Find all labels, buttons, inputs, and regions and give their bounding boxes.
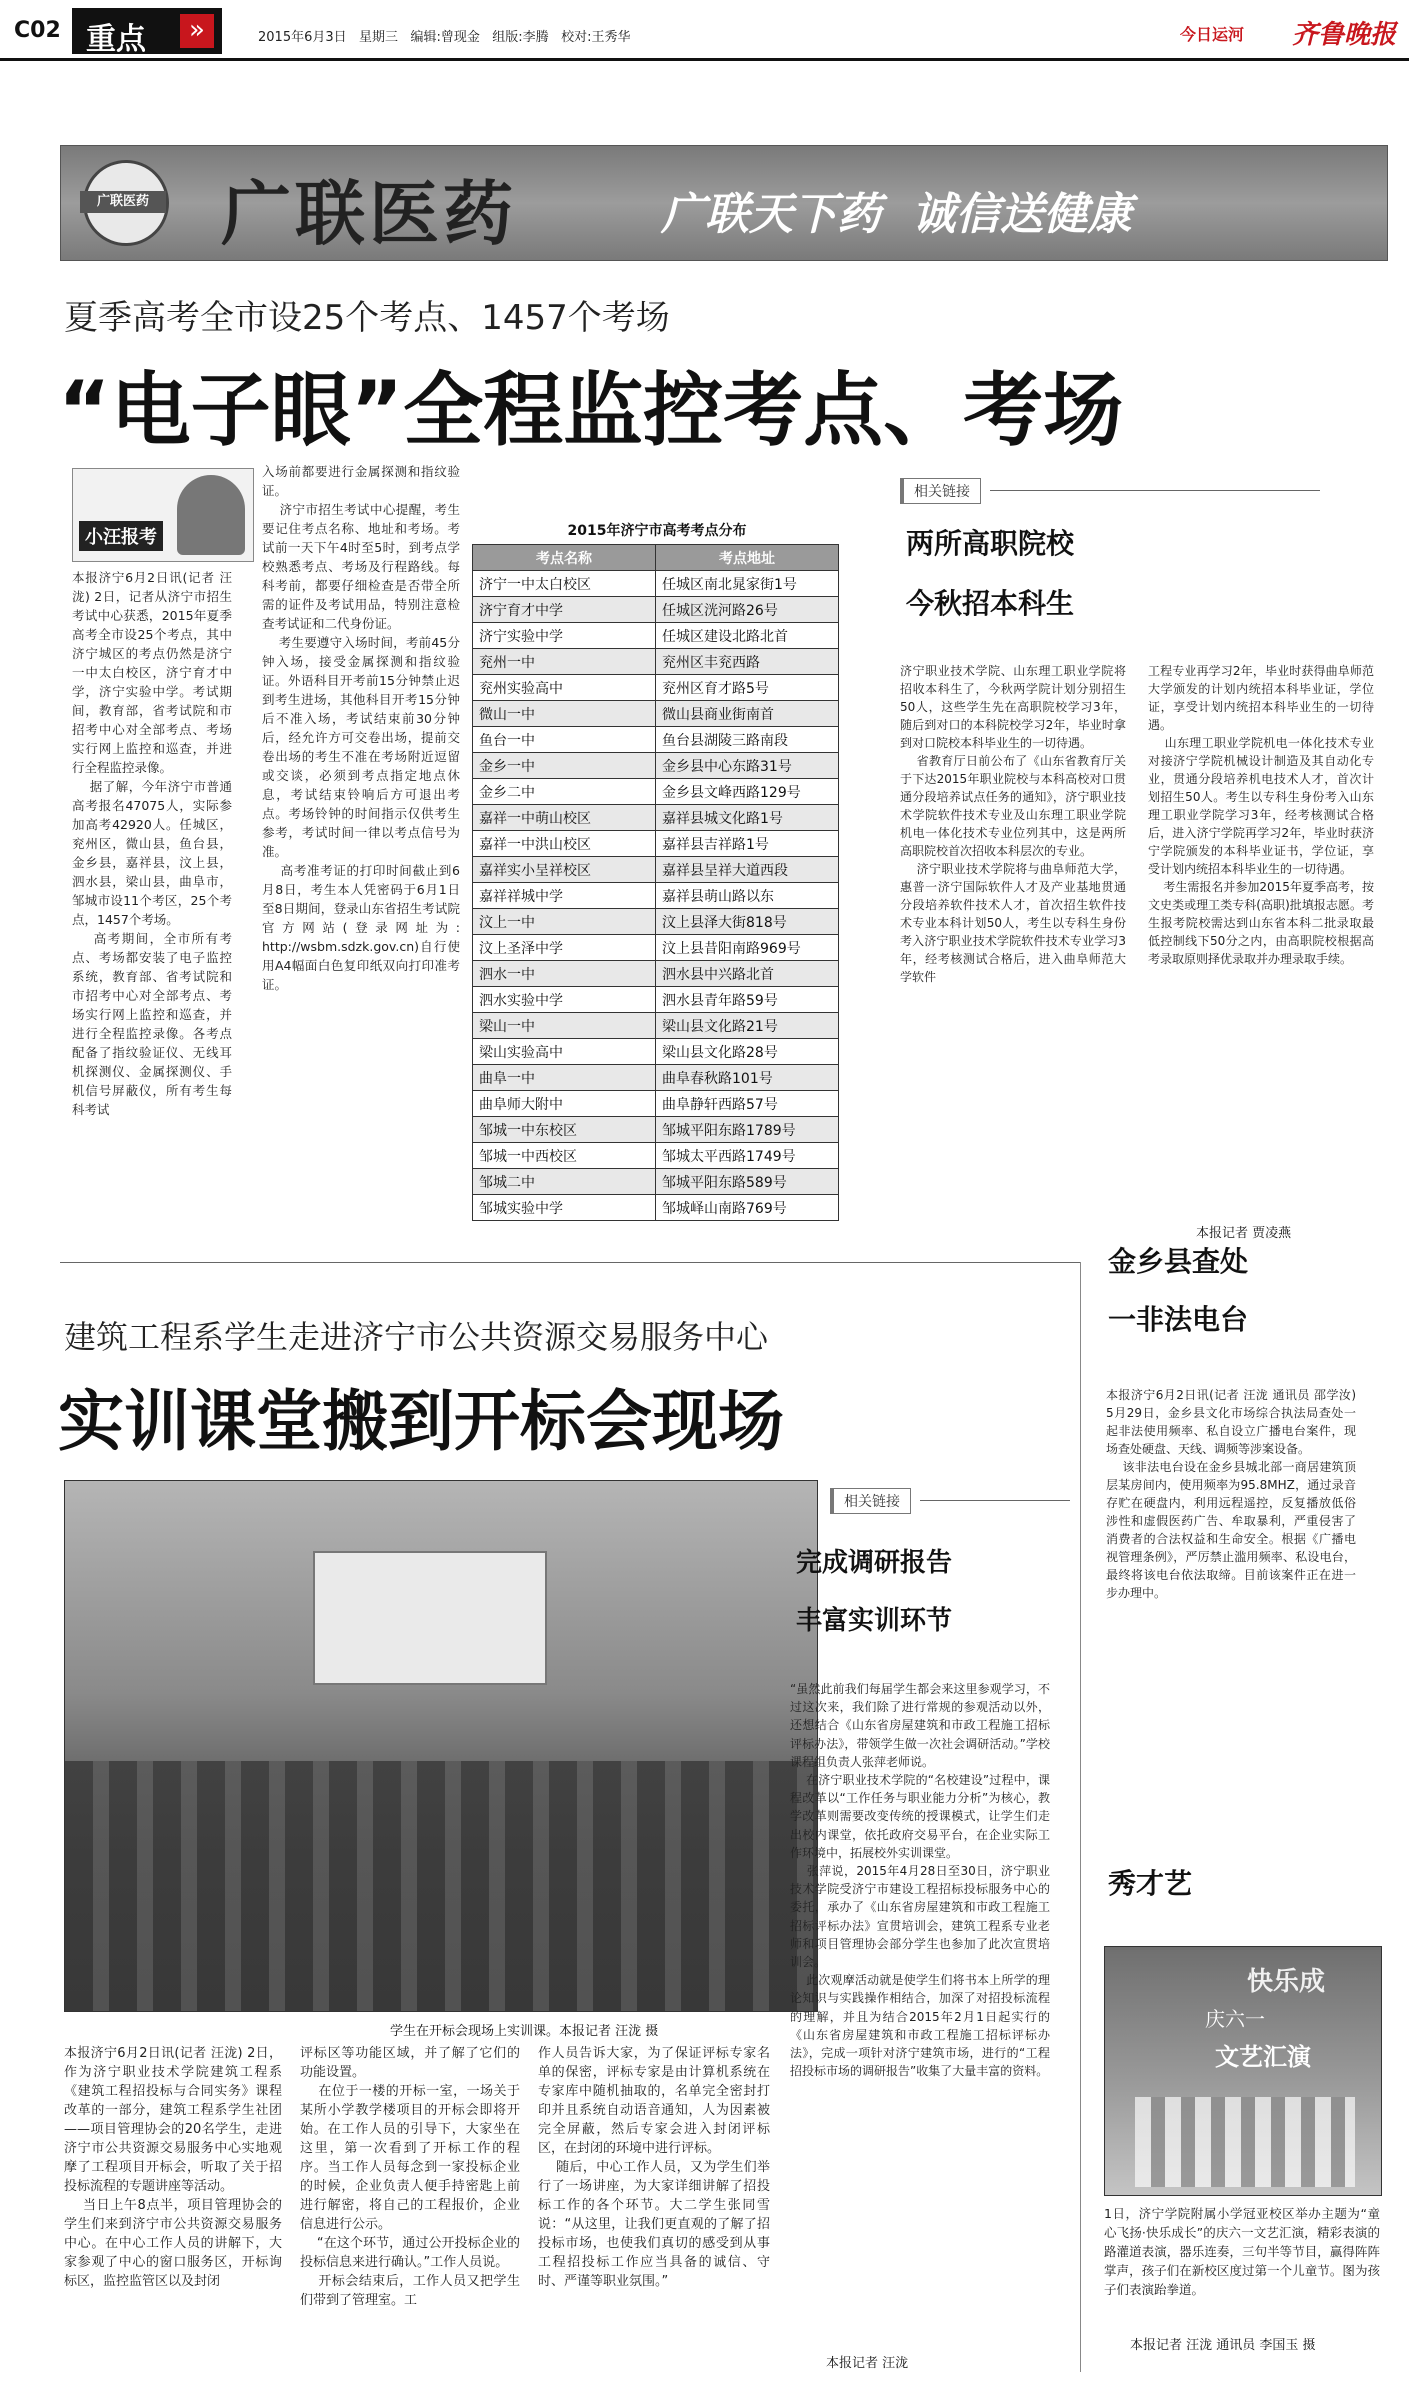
column-tag <box>72 468 254 562</box>
section-title: 重点 <box>86 22 146 57</box>
exam-site-name: 金乡一中 <box>473 753 656 779</box>
exam-site-address: 泗水县青年路59号 <box>656 987 839 1013</box>
performers <box>1135 2097 1355 2187</box>
table-row <box>473 961 839 987</box>
paper-name: 齐鲁晚报 <box>1292 20 1397 50</box>
table-row <box>473 857 839 883</box>
table-row <box>473 701 839 727</box>
article1-subtitle: 夏季高考全市设25个考点、1457个考场 <box>64 298 670 338</box>
exam-site-name: 济宁一中太白校区 <box>473 571 656 597</box>
page-number: C02 <box>14 18 61 43</box>
exam-site-name: 嘉祥一中萌山校区 <box>473 805 656 831</box>
ad-logo-text: 广联医药 <box>80 191 166 213</box>
side3-kicker: 相关链接 <box>830 1488 911 1514</box>
exam-site-address: 兖州区育才路5号 <box>656 675 839 701</box>
table-row <box>473 805 839 831</box>
photo-text-2: 庆六一 <box>1205 2007 1265 2031</box>
side1-byline: 本报记者 贾凌燕 <box>1196 1226 1292 1241</box>
exam-site-address: 曲阜春秋路101号 <box>656 1065 839 1091</box>
article2-subtitle: 建筑工程系学生走进济宁市公共资源交易服务中心 <box>64 1318 769 1356</box>
exam-site-name: 泗水一中 <box>473 961 656 987</box>
exam-site-address: 梁山县文化路21号 <box>656 1013 839 1039</box>
article1-col1: 本报济宁6月2日讯(记者 汪泷) 2日，记者从济宁市招生考试中心获悉，2015年夏季高考全市设25个考点，其中济宁城区的考点仍然是济宁一中太白校区，济宁育才中学，济宁实验中学。考试期间，教育部，省考试院和市招考中心对全部考点、考场实行网上监控和巡查，并进行全程监控录像。 据了解，今年济宁市普通高考报名47075人，实际参加高考42920人。任城区，兖州区，微山县，鱼台县，金乡县，嘉祥县，汶上县，泗水县，梁山县，曲阜市，邹城市设11个考区，25个考点，1457个考场。 高考期间，全市所有考点、考场都安装了电子监控系统，教育部、省考试院和市招考中心对全部考点、考场实行网上监控和巡查，并进行全程监控录像。各考点配备了指纹验证仪、无线耳机探测仪、金属探测仪、手机信号屏蔽仪，所有考生每科考试 <box>72 570 232 1117</box>
side1-rule <box>990 490 1320 491</box>
column-tag-label: 小汪报考 <box>79 521 163 551</box>
table-row <box>473 727 839 753</box>
table-row <box>473 649 839 675</box>
side1-col1: 济宁职业技术学院、山东理工职业学院将招收本科生了，今秋两学院计划分别招生50人，这些学生先在高职院校学习3年，随后到对口的本科院校学习2年，毕业时拿到对口院校本科毕业生的一切待遇。 省教育厅日前公布了《山东省教育厅关于下达2015年职业院校与本科高校对口贯通分段培养试点任务的通知》，济宁职业技术学院软件技术专业及山东理工职业学院机电一体化技术专业位列其中，这是两所高职院校首次招收本科层次的专业。 济宁职业技术学院将与曲阜师范大学，惠普一济宁国际软件人才及产业基地贯通分段培养软件技术人才，首次招生软件技术专业本科计划50人，考生以专科生身份考入济宁职业技术学院软件技术专业学习3年，经考核测试合格后，进入曲阜师范大学软件 <box>900 664 1126 984</box>
header-rule <box>0 58 1409 61</box>
exam-site-address: 嘉祥县吉祥路1号 <box>656 831 839 857</box>
exam-site-address: 微山县商业街南首 <box>656 701 839 727</box>
table <box>472 544 839 1221</box>
side3-headline1: 完成调研报告 <box>796 1548 953 1578</box>
edition-name: 今日运河 <box>1180 25 1245 44</box>
ad-slogan: 广联天下药 诚信送健康 <box>661 189 1132 240</box>
exam-site-name: 汶上一中 <box>473 909 656 935</box>
table-row <box>473 597 839 623</box>
side4-byline: 本报记者 汪泷 通讯员 李国玉 摄 <box>1130 2338 1316 2353</box>
exam-site-name: 济宁育才中学 <box>473 597 656 623</box>
side4-body: 1日，济宁学院附属小学冠亚校区举办主题为“童心飞扬·快乐成长”的庆六一文艺汇演，精彩表演的路灌道表演，器乐连奏，三句半等节目，赢得阵阵掌声，孩子们在新校区度过第一个儿童节。图为孩子们表演跆拳道。 <box>1104 2206 1380 2297</box>
exam-site-name: 微山一中 <box>473 701 656 727</box>
side3-headline2: 丰富实训环节 <box>796 1606 953 1636</box>
exam-site-address: 汶上县泽大街818号 <box>656 909 839 935</box>
issue-designer: 组版:李腾 <box>492 30 549 45</box>
exam-site-address: 鱼台县湖陵三路南段 <box>656 727 839 753</box>
exam-site-name: 兖州实验高中 <box>473 675 656 701</box>
ad-logo <box>83 160 169 246</box>
exam-site-name: 邹城一中东校区 <box>473 1117 656 1143</box>
exam-site-address: 金乡县文峰西路129号 <box>656 779 839 805</box>
issue-editor: 编辑:曾现金 <box>410 30 480 45</box>
reporter-avatar <box>177 475 245 555</box>
issue-proofreader: 校对:王秀华 <box>561 30 631 45</box>
exam-site-name: 汶上圣泽中学 <box>473 935 656 961</box>
side3-body: “虽然此前我们每届学生都会来这里参观学习，不过这次来，我们除了进行常规的参观活动以外，还想结合《山东省房屋建筑和市政工程施工招标评标办法》，带领学生做一次社会调研活动。”学校课程组负责人张萍老师说。 在济宁职业技术学院的“名校建设”过程中，课程改革以“工作任务与职业能力分析”为核心，教学改革则需要改变传统的授课模式，让学生们走出校内课堂，依托政府交易平台，在企业实际工作环境中，拓展校外实训课堂。 张萍说，2015年4月28日至30日，济宁职业技术学院受济宁市建设工程招标投标服务中心的委托，承办了《山东省房屋建筑和市政工程施工招标评标办法》宣贯培训会，建筑工程系专业老师和项目管理协会部分学生也参加了此次宣贯培训会。 此次观摩活动就是使学生们将书本上所学的理论知识与实践操作相结合，加深了对招投标流程的理解，并且为结合2015年2月1日起实行的《山东省房屋建筑和市政工程施工招标评标办法》，完成一项针对济宁建筑市场，进行的“工程招投标市场的调研报告”收集了大量丰富的资料。 <box>790 1682 1051 2079</box>
table-row <box>473 1065 839 1091</box>
table-title: 2015年济宁市高考考点分布 <box>567 523 747 539</box>
photo-text-1: 快乐成 <box>1247 1967 1326 1997</box>
exam-site-address: 任城区建设北路北首 <box>656 623 839 649</box>
article2-photo <box>64 1480 818 2012</box>
exam-site-address: 汶上县昔阳南路969号 <box>656 935 839 961</box>
exam-site-name: 嘉祥一中洪山校区 <box>473 831 656 857</box>
side1-headline1: 两所高职院校 <box>906 527 1075 560</box>
exam-site-name: 梁山一中 <box>473 1013 656 1039</box>
article2-col2: 评标区等功能区域，并了解了它们的功能设置。 在位于一楼的开标一室，一场关于某所小学教学楼项目的开标会即将开始。在工作人员的引导下，大家坐在这里，第一次看到了开标工作的程序。当工作人员每念到一家投标企业的时候，企业负责人便手持密匙上前进行解密，将自己的工程报价，企业信息进行公示。 “在这个环节，通过公开投标企业的投标信息来进行确认。”工作人员说。 开标会结束后，工作人员又把学生们带到了管理室。工 <box>300 2046 520 2308</box>
exam-site-name: 兖州一中 <box>473 649 656 675</box>
table-row <box>473 1013 839 1039</box>
side3-byline: 本报记者 汪泷 <box>826 2356 909 2371</box>
stage-screen <box>313 1551 547 1685</box>
section-tag <box>72 8 222 57</box>
article2-col3: 作人员告诉大家，为了保证评标专家名单的保密，评标专家是由计算机系统在专家库中随机抽取的，名单完全密封打印并且系统自动语音通知，人为因素被完全屏蔽，然后专家会进入封闭评标区，在封闭的环境中进行评标。 随后，中心工作人员，又为学生们举行了一场讲座，为大家详细讲解了招投标工作的各个环节。大二学生张同雪说：“从这里，让我们更直观的了解了招投标市场，也使我们真切的感受到从事工程招投标工作应当具备的诚信、守时、严谨等职业氛围。” <box>538 2046 770 2289</box>
side2-body: 本报济宁6月2日讯(记者 汪泷 通讯员 邵学汝) 5月29日，金乡县文化市场综合执法局查处一起非法使用频率、私自设立广播电台案件，现场查处硬盘、天线、调频等涉案设备。 该非法电台设在金乡县城北部一商居建筑顶层某房间内，使用频率为95.8MHZ，通过录音存贮在硬盘内，利用远程遥控，反复播放低俗涉性和虚假医药广告、牟取暴利，严重侵害了消费者的合法权益和生命安全。根据《广播电视管理条例》，严厉禁止滥用频率、私设电台，最终将该电台依法取缔。目前该案件正在进一步办理中。 <box>1106 1388 1356 1600</box>
article2-title: 实训课堂搬到开标会现场 <box>58 1383 784 1460</box>
ad-brand: 广联医药 <box>221 173 517 255</box>
exam-site-address: 泗水县中兴路北首 <box>656 961 839 987</box>
article1-title: “电子眼”全程监控考点、考场 <box>58 364 1124 457</box>
audience <box>65 1761 817 2011</box>
table-row <box>473 831 839 857</box>
exam-site-name: 邹城实验中学 <box>473 1195 656 1221</box>
exam-site-name: 济宁实验中学 <box>473 623 656 649</box>
table-row <box>473 935 839 961</box>
side1-kicker: 相关链接 <box>900 478 981 504</box>
table-header-address: 考点地址 <box>656 545 839 571</box>
photo-text-3: 文艺汇演 <box>1215 2043 1311 2071</box>
exam-site-table <box>472 520 842 1221</box>
exam-site-name: 曲阜师大附中 <box>473 1091 656 1117</box>
exam-site-name: 嘉祥祥城中学 <box>473 883 656 909</box>
side4-headline: 秀才艺 <box>1108 1867 1193 1900</box>
exam-site-address: 金乡县中心东路31号 <box>656 753 839 779</box>
exam-site-address: 邹城平阳东路589号 <box>656 1169 839 1195</box>
exam-site-name: 嘉祥实小呈祥校区 <box>473 857 656 883</box>
exam-site-address: 任城区南北晁家街1号 <box>656 571 839 597</box>
exam-site-name: 金乡二中 <box>473 779 656 805</box>
article1-col2: 入场前都要进行金属探测和指纹验证。 济宁市招生考试中心提醒，考生要记住考点名称、地址和考场。考试前一天下午4时至5时，到考点学校熟悉考点、考场及行程路线。每科考前，都要仔细检查是否带全所需的证件及考试用品，特别注意检查考试证和二代身份证。 考生要遵守入场时间，考前45分钟入场，接受金属探测和指纹验证。外语科目开考前15分钟禁止迟到考生进场，其他科目开考15分钟后不准入场，考试结束前30分钟后，经允许方可交卷出场，提前交卷出场的考生不准在考场附近逗留或交谈，必须到考点指定地点休息，考试结束铃响后方可退出考点。考场铃钟的时间指示仅供考生参考，考试时间一律以考点信号为准。 高考准考证的打印时间截止到6月8日，考生本人凭密码于6月1日至8日期间，登录山东省招生考试院官方网站(登录网址为: http://wsbm.sdzk.gov.cn)自行使用A4幅面白色复印纸双向打印准考证。 <box>262 464 460 992</box>
table-row <box>473 1169 839 1195</box>
side1-headline2: 今秋招本科生 <box>906 587 1075 620</box>
table-row <box>473 623 839 649</box>
exam-site-name: 邹城一中西校区 <box>473 1143 656 1169</box>
photo-caption: 学生在开标会现场上实训课。本报记者 汪泷 摄 <box>390 2024 659 2039</box>
divider-2 <box>1080 1262 1081 2372</box>
side1-col2: 工程专业再学习2年，毕业时获得曲阜师范大学颁发的计划内统招本科毕业证，学位证，享受计划内统招本科毕业生的一切待遇。 山东理工职业学院机电一体化技术专业对接济宁学院机械设计制造及其自动化专业，贯通分段培养机电技术人才，首次计划招生50人。考生以专科生身份考入山东理工职业学院学习3年，经考核测试合格后，进入济宁学院再学习2年，毕业时获济宁学院颁发的本科毕业证书，学位证，享受计划内统招本科毕业生的一切待遇。 考生需报名并参加2015年夏季高考，按文史类或理工类专科(高职)批填报志愿。考生报考院校需达到山东省本科二批录取最低控制线下50分之内，由高职院校根据高考录取原则择优录取并办理录取手续。 <box>1148 664 1375 966</box>
table-row <box>473 883 839 909</box>
side2-headline1: 金乡县查处 <box>1108 1245 1249 1278</box>
exam-site-name: 梁山实验高中 <box>473 1039 656 1065</box>
divider-1 <box>60 1262 1080 1263</box>
exam-site-address: 兖州区丰兖西路 <box>656 649 839 675</box>
double-chevron-icon: » <box>180 14 214 48</box>
issue-info <box>258 26 630 45</box>
exam-site-address: 嘉祥县呈祥大道西段 <box>656 857 839 883</box>
table-row <box>473 571 839 597</box>
side2-headline2: 一非法电台 <box>1108 1303 1249 1336</box>
exam-site-name: 邹城二中 <box>473 1169 656 1195</box>
exam-site-address: 邹城平阳东路1789号 <box>656 1117 839 1143</box>
exam-site-name: 鱼台一中 <box>473 727 656 753</box>
table-row <box>473 779 839 805</box>
article2-col1: 本报济宁6月2日讯(记者 汪泷) 2日，作为济宁职业技术学院建筑工程系《建筑工程招投标与合同实务》课程改革的一部分，建筑工程系学生社团——项目管理协会的20名学生，走进济宁市公共资源交易服务中心实地观摩了工程项目开标会，听取了关于招投标流程的专题讲座等活动。 当日上午8点半，项目管理协会的学生们来到济宁市公共资源交易服务中心。在中心工作人员的讲解下，大家参观了中心的窗口服务区，开标询标区，监控监管区以及封闭 <box>64 2046 282 2289</box>
exam-site-address: 邹城峄山南路769号 <box>656 1195 839 1221</box>
exam-site-name: 泗水实验中学 <box>473 987 656 1013</box>
table-row <box>473 675 839 701</box>
table-row <box>473 1143 839 1169</box>
side3-rule <box>920 1500 1070 1501</box>
table-row <box>473 1039 839 1065</box>
exam-site-address: 任城区洸河路26号 <box>656 597 839 623</box>
issue-weekday: 星期三 <box>359 30 399 45</box>
table-row <box>473 1117 839 1143</box>
issue-date: 2015年6月3日 <box>258 30 347 45</box>
table-row <box>473 753 839 779</box>
table-row <box>473 1091 839 1117</box>
exam-site-address: 嘉祥县萌山路以东 <box>656 883 839 909</box>
exam-site-address: 嘉祥县城文化路1号 <box>656 805 839 831</box>
exam-site-name: 曲阜一中 <box>473 1065 656 1091</box>
exam-site-address: 曲阜静轩西路57号 <box>656 1091 839 1117</box>
exam-site-address: 梁山县文化路28号 <box>656 1039 839 1065</box>
table-row <box>473 1195 839 1221</box>
table-row <box>473 909 839 935</box>
table-row <box>473 987 839 1013</box>
exam-site-address: 邹城太平西路1749号 <box>656 1143 839 1169</box>
ad-banner <box>60 145 1388 261</box>
table-header-name: 考点名称 <box>473 545 656 571</box>
side4-photo <box>1104 1946 1382 2196</box>
